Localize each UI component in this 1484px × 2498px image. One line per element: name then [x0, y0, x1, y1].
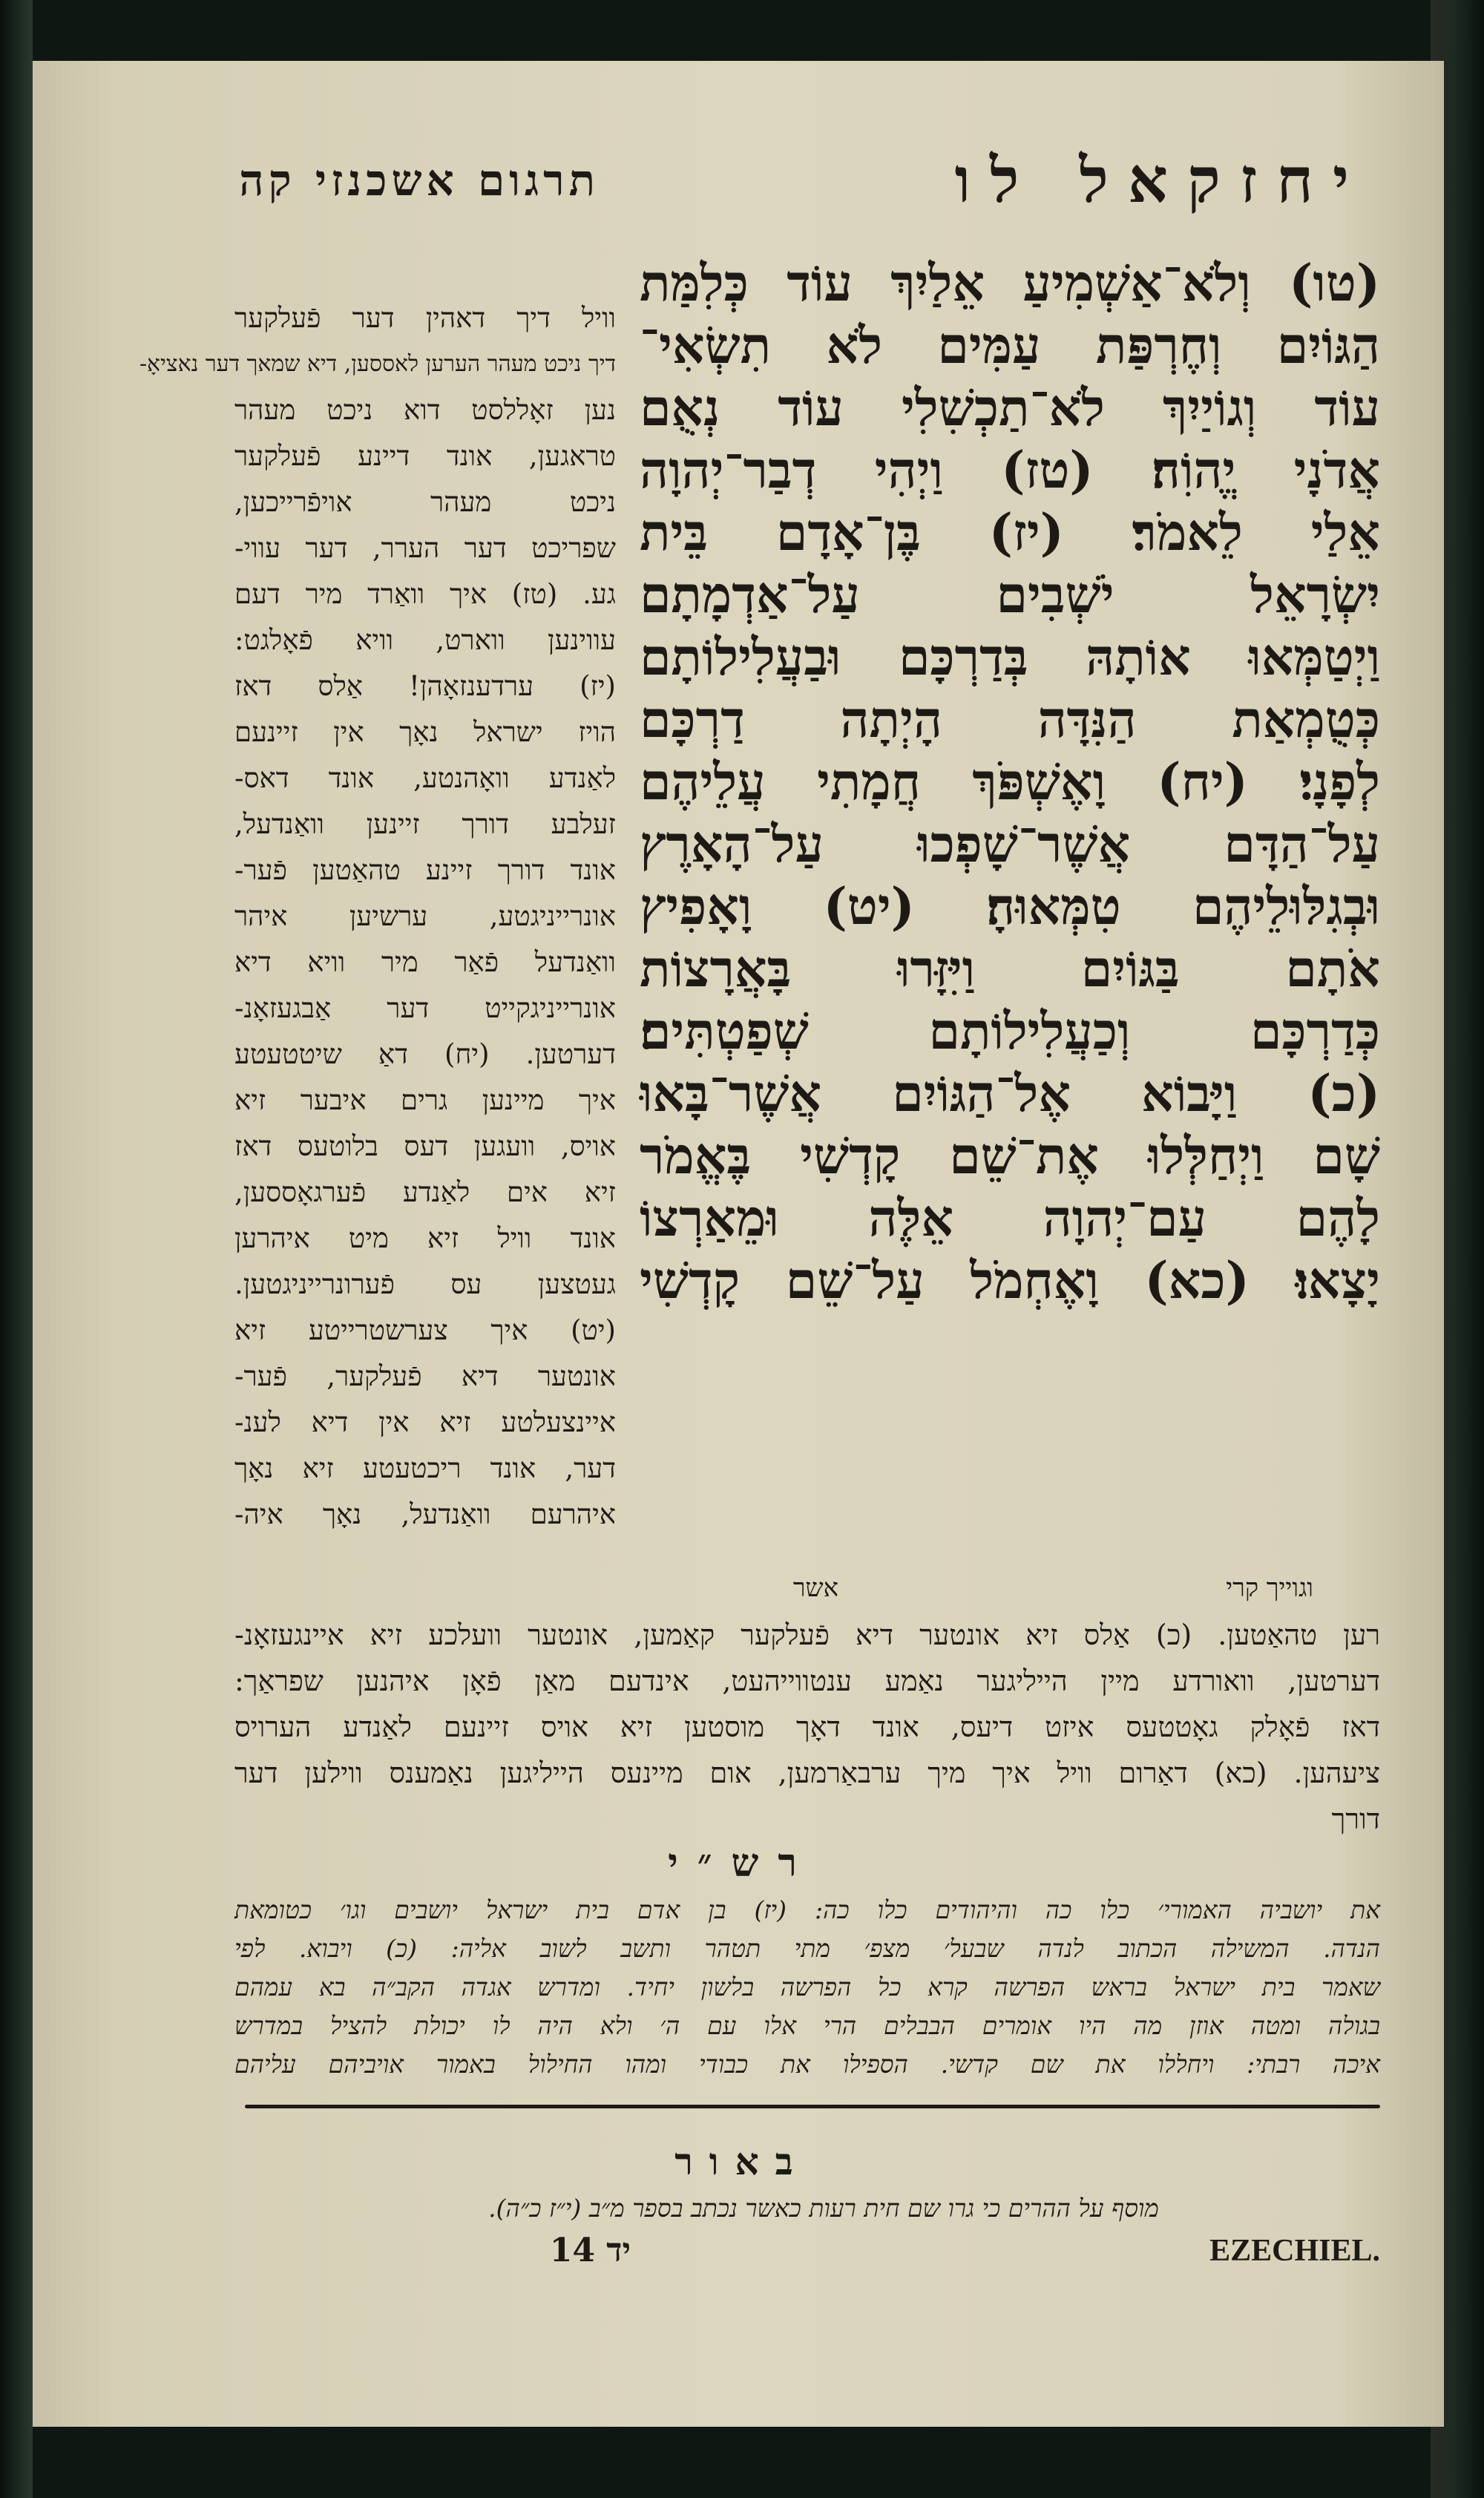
translation-line: וואַנדעל פֿאַר מיר וויא דיא	[234, 946, 616, 978]
main-line: וַיְטַמְּאוּ אוֹתָהּ בְּדַרְכָּם וּבַעֲלִילוֹתָם	[640, 628, 1380, 687]
main-line: כְּטֻמְאַת הַנִּדָּה הָיְתָה דַרְכָּם	[640, 690, 1380, 750]
continuation-line: דאז פֿאָלק גאָטטעס איזט דיעס, אונד דאָך מוסטען זיא אויס זיינעם לאַנדע הערויס	[234, 1711, 1380, 1743]
main-line: אֵלַי לֵאמֹר׃ (יז) בֶּן־אָדָם בֵּית	[640, 503, 1380, 563]
translation-line: (יז) ערדענזאָהן! אַלס דאז	[234, 670, 616, 702]
translation-line: אונטער דיא פֿעלקער, פֿער-	[234, 1360, 616, 1392]
rashi-line: איכה רבתי: ויחללו את שם קדשי. הספילו את כבודי ומהו החילול באמור אויביהם עליהם	[234, 2050, 1380, 2079]
running-header-translation: תרגום אשכנזי קה	[239, 155, 600, 206]
translation-line: איינצעלטע זיא אין דיא לענ-	[234, 1406, 616, 1438]
translation-line: גע. (טז) איך וואַרד מיר דעם	[234, 578, 616, 610]
translation-continuation	[234, 1612, 1380, 1849]
rashi-line: את יושביה האמורי׳ כלו כה והיהודים כלו כה: (יז) בן אדם בית ישראל יושבים וגו׳ כטומאת	[234, 1895, 1380, 1924]
main-line: הַגּוֹיִם וְחֶרְפַּת עַמִּים לֹא תִשְׂאִי־	[640, 316, 1380, 376]
translation-line: איהרעם וואַנדעל, נאָך איה-	[234, 1498, 616, 1530]
continuation-line: דערטען, וואורדע מיין הייליגער נאַמע ענטווייהעט, אינדעם מאַן פֿאָן איהנען שפראַך:	[234, 1665, 1380, 1697]
rashi-line: הנדה. המשילה הכתוב לנדה שבעל׳ מצפ׳ מתי תטהר ותשב לשוב אליה: (כ) ויבוא. לפי	[234, 1934, 1380, 1963]
biur-commentary: מוסף על ההרים כי גרו שם חית רעות כאשר נכתב בספר מ״ב (י״ז כ״ה).	[488, 2194, 1159, 2223]
translation-line: דיך ניכט מעהר הערען לאססען, דיא שמאך דער נאציאָ-	[139, 351, 616, 377]
main-line: עוֹד וְגוֹיַיִךְ לֹא־תַכְשִׁלִי עוֹד נְאֻם	[640, 378, 1380, 438]
biur-heading: באור	[674, 2140, 810, 2183]
main-line: לָהֶם עַם־יְהוָה אֵלֶּה וּמֵאַרְצוֹ	[640, 1189, 1380, 1248]
translation-line: דער, אונד ריכטעטע זיא נאָך	[234, 1452, 616, 1484]
translation-line: עווינען ווארט, וויא פֿאָלגט:	[234, 624, 616, 656]
continuation-line: ציעהען. (כא) דאַרום וויל איך מיך ערבאַרמען, אום מיינעס הייליגען נאַמענס ווילען דער	[234, 1757, 1380, 1789]
main-line: (טו) וְלֹא־אַשְׁמִיעַ אֵלַיִךְ עוֹד כְּלִמַּת	[640, 254, 1380, 313]
translation-line: אויס, וועגען דעס בלוטעס דאז	[234, 1130, 616, 1162]
translation-line: געטצען עס פֿערונרייניגטען.	[234, 1268, 616, 1300]
running-header-book: יחזקאל לו	[954, 143, 1368, 217]
rashi-heading: רש״י	[668, 1840, 816, 1886]
main-line: שָׁם וַיְחַלְּלוּ אֶת־שֵׁם קָדְשִׁי בֶּאֱמֹר	[640, 1127, 1380, 1186]
section-divider	[245, 2105, 1380, 2108]
main-line: (כ) וַיָּבוֹא אֶל־הַגּוֹיִם אֲשֶׁר־בָּאוּ	[640, 1064, 1380, 1124]
translation-line: זעלבע דורך זיינען וואַנדעל,	[234, 808, 616, 840]
translation-line: זיא אים לאַנדע פֿערגאָססען,	[234, 1176, 616, 1208]
translation-line: אונרייניגקייט דער אַבגעזאָנ-	[234, 992, 616, 1024]
translation-line: (יט) איך צערשטרייטע זיא	[234, 1314, 616, 1346]
main-line: אֲדֹנָי יֱהוִֹה׃ (טז) וַיְהִי דְבַר־יְהוָה	[640, 441, 1380, 500]
translation-line: נען זאָללסט דוא ניכט מעהר	[234, 394, 616, 426]
main-line: יִשְׂרָאֵל יֹשְׁבִים עַל־אַדְמָתָם	[640, 566, 1380, 625]
catchword-qere: וגוייך קרי	[1226, 1573, 1313, 1603]
translation-line: ניכט מעהר אויפֿרייכען,	[234, 486, 616, 518]
translation-line: וויל דיך דאהין דער פֿעלקער	[234, 302, 616, 334]
translation-line: אונרייניגטע, ערשיען איהר	[234, 900, 616, 932]
main-line: וּבְגִלּוּלֵיהֶם טִמְּאוּהָ׃ (יט) וָאָפִיץ	[640, 877, 1380, 937]
main-line: יָצָאוּ׃ (כא) וָאֶחְמֹל עַל־שֵׁם קָדְשִׁי	[640, 1251, 1380, 1311]
page-number: יד 14	[549, 2232, 631, 2269]
continuation-line: רען טהאַטען. (כ) אַלס זיא אונטער דיא פֿעלקער קאַמען, אונטער וועלכע זיא איינגעזאָנ-	[234, 1619, 1380, 1651]
translation-line: אונד דורך זיינע טהאַטען פֿער-	[234, 854, 616, 886]
translation-line: איך מיינען גרים איבער זיא	[234, 1084, 616, 1116]
hebrew-main-text	[640, 252, 1380, 1596]
catchword-next: אשר	[792, 1573, 838, 1603]
translation-line: טראגען, אונד דיינע פֿעלקער	[234, 440, 616, 472]
translation-line: הויז ישראל נאָך אין זיינעם	[234, 716, 616, 748]
footer-book-name: EZECHIEL.	[1209, 2234, 1380, 2268]
book-cover-left	[0, 0, 33, 2498]
translation-line: לאַנדע וואָהנטע, אונד דאס-	[234, 762, 616, 794]
translation-line: שפריכט דער הערר, דער עווי-	[234, 532, 616, 564]
rashi-line: בגולה ומטה אוזן מה היו אומרים הבבלים הרי אלו עם ה׳ ולא היה לו יכולת להציל במדרש	[234, 2011, 1380, 2040]
main-line: עַל־הַדָּם אֲשֶׁר־שָׁפְכוּ עַל־הָאָרֶץ	[640, 815, 1380, 874]
translation-line: אונד וויל זיא מיט איהרען	[234, 1222, 616, 1254]
rashi-line: שאמר בית ישראל בראש הפרשה קרא כל הפרשה בלשון יחיד. ומדרש אגדה הקב״ה בא עמהם	[234, 1973, 1380, 2002]
continuation-catchword: דורך	[1331, 1803, 1380, 1835]
book-page	[33, 61, 1444, 2427]
yiddish-translation-column	[139, 295, 616, 1624]
main-line: לְפָנָי׃ (יח) וָאֶשְׁפֹּךְ חֲמָתִי עֲלֵיהֶם	[640, 753, 1380, 812]
main-line: אֹתָם בַּגּוֹיִם וַיִּזָּרוּ בָּאֲרָצוֹת	[640, 940, 1380, 999]
rashi-commentary	[234, 1891, 1380, 2091]
main-line: כְּדַרְכָּם וְכַעֲלִילוֹתָם שְׁפַטְתִּים׃	[640, 1002, 1380, 1061]
translation-line: דערטען. (יח) דאַ שיטטעטע	[234, 1038, 616, 1070]
